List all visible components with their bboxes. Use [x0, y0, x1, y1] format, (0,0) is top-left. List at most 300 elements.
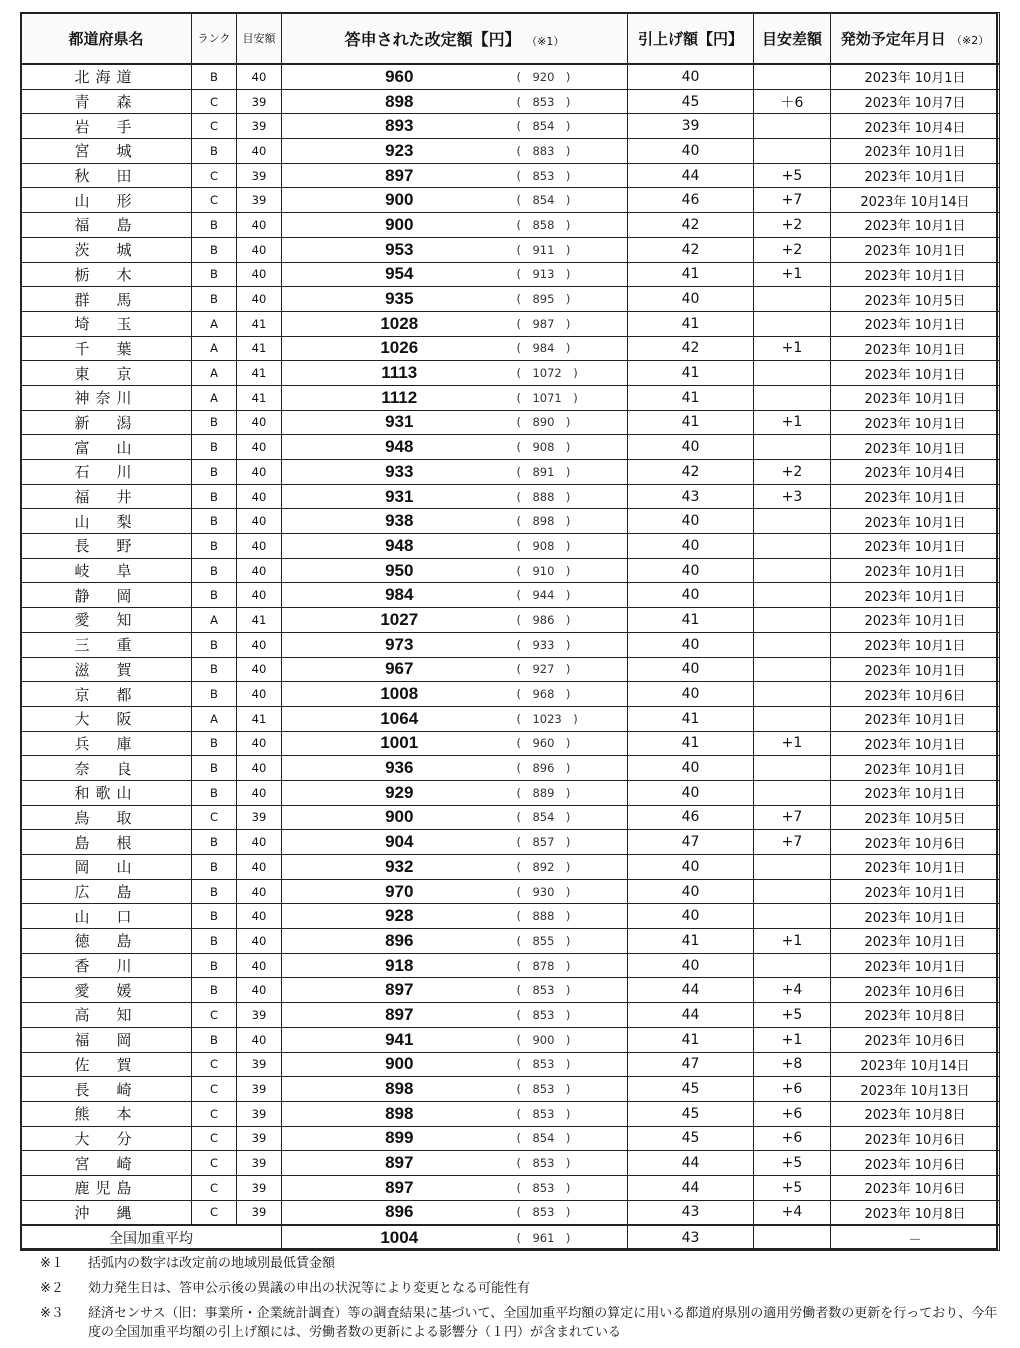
increase-amount: 40 — [628, 64, 754, 89]
base-amount: 39 — [237, 114, 282, 139]
previous-amount: ( 888 ) — [517, 904, 628, 929]
table-row — [21, 534, 1000, 559]
prefecture-name: 埼 玉 — [21, 311, 192, 336]
effective-date: 2023年 10月6日 — [831, 978, 1000, 1003]
rank-cell: B — [192, 953, 237, 978]
base-amount: 39 — [237, 805, 282, 830]
increase-amount: 40 — [628, 953, 754, 978]
increase-amount: 40 — [628, 558, 754, 583]
prefecture-name: 青 森 — [21, 89, 192, 114]
effective-date: 2023年 10月6日 — [831, 682, 1000, 707]
effective-date: 2023年 10月1日 — [831, 929, 1000, 954]
increase-amount: 46 — [628, 188, 754, 213]
rank-cell: B — [192, 583, 237, 608]
increase-amount: 44 — [628, 163, 754, 188]
table-row — [21, 509, 1000, 534]
effective-date: 2023年 10月6日 — [831, 1175, 1000, 1200]
diff-amount — [754, 608, 831, 633]
increase-amount: 41 — [628, 361, 754, 386]
table-row — [21, 435, 1000, 460]
previous-amount: ( 960 ) — [517, 731, 628, 756]
effective-date: 2023年 10月14日 — [831, 1052, 1000, 1077]
diff-amount — [754, 311, 831, 336]
previous-amount: ( 853 ) — [517, 163, 628, 188]
effective-date: 2023年 10月1日 — [831, 385, 1000, 410]
footnotes — [40, 1254, 1000, 1348]
diff-amount — [754, 139, 831, 164]
table-row — [21, 1077, 1000, 1102]
prefecture-name: 熊 本 — [21, 1101, 192, 1126]
revised-amount: 931 — [282, 484, 517, 509]
prefecture-name: 奈 良 — [21, 756, 192, 781]
diff-amount: +4 — [754, 1200, 831, 1225]
footnote-mark: ※１ — [40, 1256, 64, 1271]
diff-amount: +1 — [754, 262, 831, 287]
revised-amount: 900 — [282, 1052, 517, 1077]
effective-date: 2023年 10月1日 — [831, 410, 1000, 435]
footnote — [40, 1254, 1000, 1273]
total-date: － — [831, 1225, 1000, 1251]
previous-amount: ( 853 ) — [517, 978, 628, 1003]
prefecture-name: 石 川 — [21, 460, 192, 485]
effective-date: 2023年 10月1日 — [831, 484, 1000, 509]
table-row — [21, 805, 1000, 830]
increase-amount: 41 — [628, 731, 754, 756]
prefecture-name: 大 分 — [21, 1126, 192, 1151]
effective-date: 2023年 10月1日 — [831, 336, 1000, 361]
previous-amount: ( 933 ) — [517, 632, 628, 657]
table-header-row — [21, 13, 1000, 65]
increase-amount: 40 — [628, 139, 754, 164]
revised-amount: 1112 — [282, 385, 517, 410]
header-increase: 引上げ額【円】 — [628, 13, 754, 65]
increase-amount: 41 — [628, 608, 754, 633]
previous-amount: ( 854 ) — [517, 188, 628, 213]
table-row — [21, 188, 1000, 213]
table-row — [21, 879, 1000, 904]
table-row — [21, 583, 1000, 608]
base-amount: 39 — [237, 1200, 282, 1225]
effective-date: 2023年 10月1日 — [831, 879, 1000, 904]
previous-amount: ( 910 ) — [517, 558, 628, 583]
revised-amount: 897 — [282, 1151, 517, 1176]
total-increase: 43 — [628, 1225, 754, 1251]
prefecture-name: 鳥 取 — [21, 805, 192, 830]
rank-cell: C — [192, 163, 237, 188]
prefecture-name: 愛 知 — [21, 608, 192, 633]
prefecture-name: 岐 阜 — [21, 558, 192, 583]
revised-amount: 898 — [282, 89, 517, 114]
revised-amount: 936 — [282, 756, 517, 781]
previous-amount: ( 1071 ) — [517, 385, 628, 410]
base-amount: 39 — [237, 1003, 282, 1028]
increase-amount: 41 — [628, 385, 754, 410]
base-amount: 40 — [237, 484, 282, 509]
total-diff — [754, 1225, 831, 1251]
prefecture-name: 福 岡 — [21, 1027, 192, 1052]
table-row — [21, 262, 1000, 287]
revised-amount: 899 — [282, 1126, 517, 1151]
previous-amount: ( 908 ) — [517, 435, 628, 460]
table-row — [21, 929, 1000, 954]
rank-cell: A — [192, 311, 237, 336]
diff-amount — [754, 855, 831, 880]
previous-amount: ( 987 ) — [517, 311, 628, 336]
table-row — [21, 904, 1000, 929]
rank-cell: C — [192, 188, 237, 213]
increase-amount: 40 — [628, 855, 754, 880]
effective-date: 2023年 10月1日 — [831, 583, 1000, 608]
revised-amount: 900 — [282, 805, 517, 830]
previous-amount: ( 853 ) — [517, 89, 628, 114]
table-row — [21, 756, 1000, 781]
increase-amount: 41 — [628, 311, 754, 336]
effective-date: 2023年 10月1日 — [831, 311, 1000, 336]
diff-amount: +7 — [754, 188, 831, 213]
effective-date: 2023年 10月1日 — [831, 262, 1000, 287]
increase-amount: 44 — [628, 1175, 754, 1200]
base-amount: 40 — [237, 460, 282, 485]
prefecture-name: 鹿児島 — [21, 1175, 192, 1200]
base-amount: 40 — [237, 904, 282, 929]
increase-amount: 41 — [628, 929, 754, 954]
previous-amount: ( 890 ) — [517, 410, 628, 435]
base-amount: 40 — [237, 287, 282, 312]
diff-amount: +4 — [754, 978, 831, 1003]
table-row — [21, 89, 1000, 114]
revised-amount: 954 — [282, 262, 517, 287]
footnote-text: 経済センサス（旧：事業所・企業統計調査）等の調査結果に基づいて、全国加重平均額の算定に用いる都道府県別の適用労働者数の更新を行っており、今年度の全国加重平均額の引上げ額には、労働者数の更新による影響分（１円）が含まれている — [88, 1306, 998, 1340]
effective-date: 2023年 10月1日 — [831, 953, 1000, 978]
base-amount: 39 — [237, 1101, 282, 1126]
increase-amount: 46 — [628, 805, 754, 830]
rank-cell: B — [192, 657, 237, 682]
table-row — [21, 558, 1000, 583]
revised-amount: 900 — [282, 188, 517, 213]
total-amount: 1004 — [282, 1225, 517, 1251]
base-amount: 41 — [237, 385, 282, 410]
prefecture-name: 三 重 — [21, 632, 192, 657]
previous-amount: ( 853 ) — [517, 1077, 628, 1102]
revised-amount: 931 — [282, 410, 517, 435]
diff-amount — [754, 756, 831, 781]
effective-date: 2023年 10月4日 — [831, 114, 1000, 139]
revised-amount: 898 — [282, 1101, 517, 1126]
effective-date: 2023年 10月7日 — [831, 89, 1000, 114]
previous-amount: ( 986 ) — [517, 608, 628, 633]
previous-amount: ( 895 ) — [517, 287, 628, 312]
table-row — [21, 287, 1000, 312]
diff-amount — [754, 904, 831, 929]
revised-amount: 1027 — [282, 608, 517, 633]
diff-amount — [754, 657, 831, 682]
rank-cell: B — [192, 237, 237, 262]
revised-amount: 897 — [282, 1175, 517, 1200]
revised-amount: 941 — [282, 1027, 517, 1052]
effective-date: 2023年 10月6日 — [831, 830, 1000, 855]
effective-date: 2023年 10月1日 — [831, 756, 1000, 781]
base-amount: 41 — [237, 608, 282, 633]
rank-cell: C — [192, 89, 237, 114]
prefecture-name: 茨 城 — [21, 237, 192, 262]
prefecture-name: 山 梨 — [21, 509, 192, 534]
previous-amount: ( 900 ) — [517, 1027, 628, 1052]
base-amount: 40 — [237, 657, 282, 682]
base-amount: 40 — [237, 756, 282, 781]
revised-amount: 900 — [282, 213, 517, 238]
rank-cell: B — [192, 287, 237, 312]
base-amount: 39 — [237, 89, 282, 114]
effective-date: 2023年 10月1日 — [831, 731, 1000, 756]
diff-amount: +2 — [754, 460, 831, 485]
effective-date: 2023年 10月1日 — [831, 657, 1000, 682]
rank-cell: B — [192, 756, 237, 781]
base-amount: 39 — [237, 1175, 282, 1200]
previous-amount: ( 855 ) — [517, 929, 628, 954]
base-amount: 40 — [237, 558, 282, 583]
rank-cell: B — [192, 929, 237, 954]
previous-amount: ( 853 ) — [517, 1052, 628, 1077]
previous-amount: ( 984 ) — [517, 336, 628, 361]
rank-cell: C — [192, 1101, 237, 1126]
diff-amount — [754, 114, 831, 139]
rank-cell: B — [192, 484, 237, 509]
rank-cell: A — [192, 608, 237, 633]
table-row — [21, 978, 1000, 1003]
rank-cell: A — [192, 361, 237, 386]
rank-cell: C — [192, 1126, 237, 1151]
prefecture-name: 高 知 — [21, 1003, 192, 1028]
previous-amount: ( 853 ) — [517, 1151, 628, 1176]
diff-amount: +7 — [754, 830, 831, 855]
rank-cell: B — [192, 682, 237, 707]
table-row — [21, 237, 1000, 262]
header-diff: 目安差額 — [754, 13, 831, 65]
diff-amount — [754, 632, 831, 657]
table-row — [21, 139, 1000, 164]
increase-amount: 40 — [628, 879, 754, 904]
effective-date: 2023年 10月5日 — [831, 805, 1000, 830]
base-amount: 40 — [237, 879, 282, 904]
prefecture-name: 岩 手 — [21, 114, 192, 139]
prefecture-name: 徳 島 — [21, 929, 192, 954]
table-row — [21, 213, 1000, 238]
effective-date: 2023年 10月1日 — [831, 608, 1000, 633]
rank-cell: A — [192, 706, 237, 731]
increase-amount: 40 — [628, 657, 754, 682]
table-row — [21, 385, 1000, 410]
increase-amount: 40 — [628, 583, 754, 608]
diff-amount: +1 — [754, 410, 831, 435]
previous-amount: ( 857 ) — [517, 830, 628, 855]
diff-amount — [754, 361, 831, 386]
revised-amount: 933 — [282, 460, 517, 485]
diff-amount: +3 — [754, 484, 831, 509]
base-amount: 40 — [237, 435, 282, 460]
table-row — [21, 311, 1000, 336]
base-amount: 39 — [237, 1151, 282, 1176]
diff-amount — [754, 706, 831, 731]
increase-amount: 40 — [628, 287, 754, 312]
effective-date: 2023年 10月6日 — [831, 1151, 1000, 1176]
effective-date: 2023年 10月1日 — [831, 558, 1000, 583]
table-row — [21, 632, 1000, 657]
table-row — [21, 657, 1000, 682]
revised-amount: 897 — [282, 163, 517, 188]
revised-amount: 896 — [282, 1200, 517, 1225]
increase-amount: 40 — [628, 756, 754, 781]
base-amount: 40 — [237, 64, 282, 89]
total-label: 全国加重平均 — [21, 1225, 282, 1251]
base-amount: 41 — [237, 311, 282, 336]
diff-amount — [754, 385, 831, 410]
footnote-text: 効力発生日は、答申公示後の異議の申出の状況等により変更となる可能性有 — [88, 1281, 531, 1296]
rank-cell: B — [192, 855, 237, 880]
prefecture-name: 宮 城 — [21, 139, 192, 164]
prefecture-name: 広 島 — [21, 879, 192, 904]
diff-amount: +6 — [754, 1126, 831, 1151]
prefecture-name: 大 阪 — [21, 706, 192, 731]
previous-amount: ( 911 ) — [517, 237, 628, 262]
previous-amount: ( 913 ) — [517, 262, 628, 287]
diff-amount — [754, 953, 831, 978]
prefecture-name: 群 馬 — [21, 287, 192, 312]
effective-date: 2023年 10月1日 — [831, 163, 1000, 188]
table-row — [21, 460, 1000, 485]
diff-amount: +6 — [754, 1077, 831, 1102]
revised-amount: 948 — [282, 534, 517, 559]
diff-amount: +5 — [754, 1151, 831, 1176]
prefecture-name: 神奈川 — [21, 385, 192, 410]
effective-date: 2023年 10月1日 — [831, 855, 1000, 880]
base-amount: 41 — [237, 336, 282, 361]
header-date-label: 発効予定年月日 — [840, 29, 946, 48]
base-amount: 40 — [237, 731, 282, 756]
previous-amount: ( 883 ) — [517, 139, 628, 164]
prefecture-name: 長 崎 — [21, 1077, 192, 1102]
effective-date: 2023年 10月1日 — [831, 904, 1000, 929]
rank-cell: B — [192, 213, 237, 238]
prefecture-name: 兵 庫 — [21, 731, 192, 756]
effective-date: 2023年 10月1日 — [831, 706, 1000, 731]
rank-cell: A — [192, 385, 237, 410]
diff-amount — [754, 583, 831, 608]
revised-amount: 1113 — [282, 361, 517, 386]
base-amount: 41 — [237, 361, 282, 386]
diff-amount — [754, 780, 831, 805]
diff-amount: +1 — [754, 929, 831, 954]
diff-amount — [754, 509, 831, 534]
increase-amount: 42 — [628, 213, 754, 238]
increase-amount: 45 — [628, 1126, 754, 1151]
prefecture-name: 島 根 — [21, 830, 192, 855]
prefecture-name: 宮 崎 — [21, 1151, 192, 1176]
effective-date: 2023年 10月6日 — [831, 1027, 1000, 1052]
header-rank: ランク — [192, 13, 237, 65]
base-amount: 40 — [237, 534, 282, 559]
prefecture-name: 山 口 — [21, 904, 192, 929]
diff-amount — [754, 534, 831, 559]
diff-amount: +1 — [754, 336, 831, 361]
effective-date: 2023年 10月1日 — [831, 213, 1000, 238]
table-body — [21, 64, 1000, 1225]
increase-amount: 44 — [628, 1151, 754, 1176]
revised-amount: 897 — [282, 978, 517, 1003]
prefecture-name: 京 都 — [21, 682, 192, 707]
increase-amount: 41 — [628, 706, 754, 731]
revised-amount: 928 — [282, 904, 517, 929]
minimum-wage-table — [20, 12, 1000, 1251]
previous-amount: ( 944 ) — [517, 583, 628, 608]
base-amount: 41 — [237, 706, 282, 731]
table-row — [21, 830, 1000, 855]
header-prefecture: 都道府県名 — [21, 13, 192, 65]
rank-cell: B — [192, 879, 237, 904]
effective-date: 2023年 10月5日 — [831, 287, 1000, 312]
table-row — [21, 114, 1000, 139]
revised-amount: 1026 — [282, 336, 517, 361]
increase-amount: 40 — [628, 904, 754, 929]
base-amount: 40 — [237, 978, 282, 1003]
previous-amount: ( 853 ) — [517, 1003, 628, 1028]
prefecture-name: 和歌山 — [21, 780, 192, 805]
diff-amount: +5 — [754, 1175, 831, 1200]
base-amount: 40 — [237, 213, 282, 238]
increase-amount: 40 — [628, 509, 754, 534]
rank-cell: C — [192, 1151, 237, 1176]
diff-amount: +5 — [754, 1003, 831, 1028]
increase-amount: 43 — [628, 484, 754, 509]
header-base: 目安額 — [237, 13, 282, 65]
effective-date: 2023年 10月8日 — [831, 1003, 1000, 1028]
rank-cell: B — [192, 830, 237, 855]
previous-amount: ( 968 ) — [517, 682, 628, 707]
rank-cell: B — [192, 632, 237, 657]
prefecture-name: 沖 縄 — [21, 1200, 192, 1225]
prefecture-name: 東 京 — [21, 361, 192, 386]
rank-cell: C — [192, 805, 237, 830]
header-date — [831, 13, 1000, 65]
prefecture-name: 新 潟 — [21, 410, 192, 435]
revised-amount: 1028 — [282, 311, 517, 336]
revised-amount: 1001 — [282, 731, 517, 756]
increase-amount: 42 — [628, 237, 754, 262]
rank-cell: B — [192, 262, 237, 287]
footnote-mark: ※３ — [40, 1306, 64, 1321]
revised-amount: 935 — [282, 287, 517, 312]
diff-amount: +6 — [754, 1101, 831, 1126]
base-amount: 39 — [237, 163, 282, 188]
increase-amount: 45 — [628, 1101, 754, 1126]
effective-date: 2023年 10月1日 — [831, 509, 1000, 534]
previous-amount: ( 892 ) — [517, 855, 628, 880]
rank-cell: C — [192, 114, 237, 139]
diff-amount — [754, 879, 831, 904]
revised-amount: 984 — [282, 583, 517, 608]
rank-cell: B — [192, 904, 237, 929]
increase-amount: 43 — [628, 1200, 754, 1225]
increase-amount: 44 — [628, 1003, 754, 1028]
table-row — [21, 336, 1000, 361]
previous-amount: ( 854 ) — [517, 805, 628, 830]
effective-date: 2023年 10月14日 — [831, 188, 1000, 213]
diff-amount: +5 — [754, 163, 831, 188]
diff-amount — [754, 682, 831, 707]
increase-amount: 40 — [628, 632, 754, 657]
effective-date: 2023年 10月8日 — [831, 1200, 1000, 1225]
diff-amount: +1 — [754, 731, 831, 756]
increase-amount: 44 — [628, 978, 754, 1003]
